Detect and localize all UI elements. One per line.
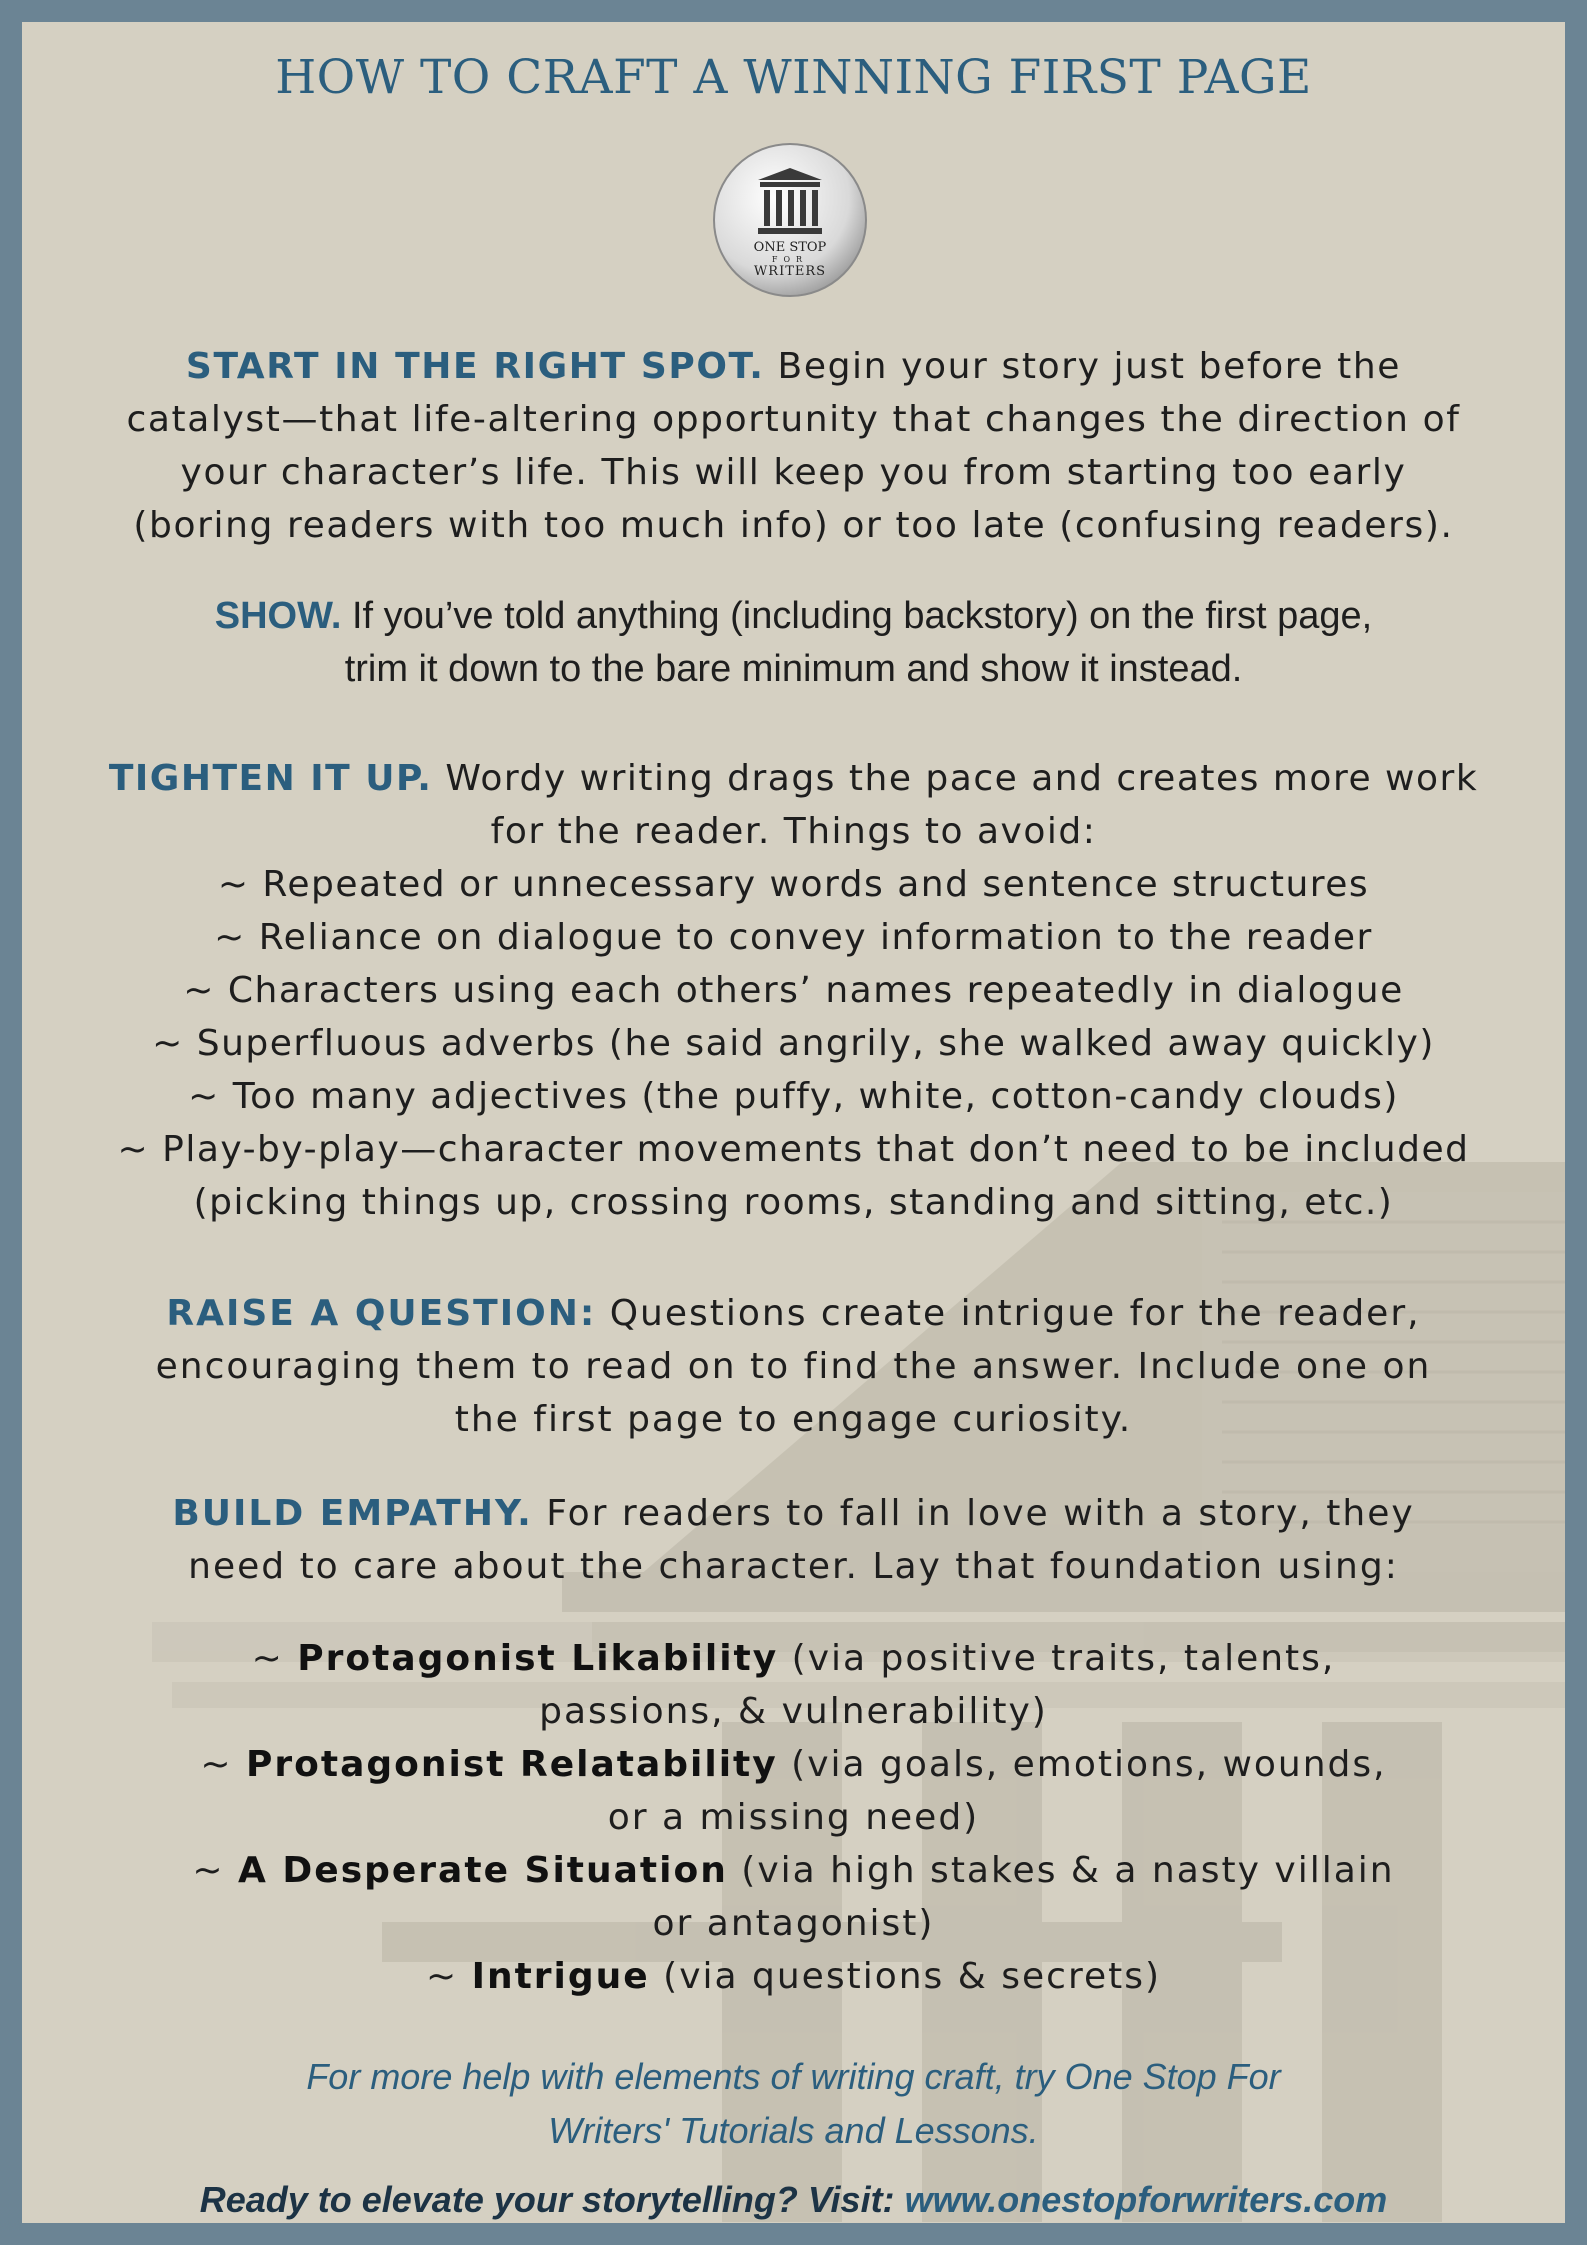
section-text: your character’s life. This will keep you from starting too early	[180, 452, 1407, 493]
list-bullet: ~	[200, 1744, 246, 1785]
section-text: the first page to engage curiosity.	[454, 1399, 1133, 1440]
list-item: or antagonist)	[652, 1903, 935, 1944]
logo-line-1: ONE STOP	[753, 240, 827, 255]
logo-line-3: WRITERS	[753, 264, 827, 279]
footer-line: For more help with elements of writing craft, try One Stop For	[306, 2056, 1281, 2097]
section-text: need to care about the character. Lay that foundation using:	[188, 1546, 1399, 1587]
list-item: (via positive traits, talents,	[778, 1638, 1336, 1679]
list-item-bold: A Desperate Situation	[238, 1850, 728, 1891]
website-link[interactable]: www.onestopforwriters.com	[904, 2179, 1388, 2220]
list-item: or a missing need)	[607, 1797, 980, 1838]
list-item: (via questions & secrets)	[649, 1956, 1162, 1997]
logo	[710, 140, 870, 300]
list-item: (via goals, emotions, wounds,	[777, 1744, 1387, 1785]
section-text: for the reader. Things to avoid:	[490, 811, 1097, 852]
section-build-empathy	[62, 1487, 1525, 1593]
cta-text: Ready to elevate your storytelling? Visit:	[199, 2179, 905, 2220]
footer-line: Writers' Tutorials and Lessons.	[548, 2110, 1039, 2151]
list-bullet: ~	[251, 1638, 298, 1679]
list-item: ~ Superfluous adverbs (he said angrily, she walked away quickly)	[152, 1023, 1435, 1064]
call-to-action	[22, 2179, 1565, 2221]
section-heading: RAISE A QUESTION:	[166, 1293, 597, 1334]
footer-note	[22, 2050, 1565, 2158]
section-raise-a-question	[62, 1287, 1525, 1446]
list-item: (picking things up, crossing rooms, standing and sitting, etc.)	[193, 1182, 1394, 1223]
section-heading: SHOW.	[214, 595, 342, 637]
list-item: ~ Repeated or unnecessary words and sentence structures	[217, 864, 1370, 905]
list-item: passions, & vulnerability)	[539, 1691, 1048, 1732]
page-title: HOW TO CRAFT A WINNING FIRST PAGE	[275, 50, 1312, 105]
section-text: (boring readers with too much info) or too late (confusing readers).	[133, 505, 1454, 546]
section-start-right-spot	[62, 340, 1525, 552]
section-heading: TIGHTEN IT UP.	[108, 758, 433, 799]
section-text: Begin your story just before the	[764, 346, 1402, 387]
section-text: Wordy writing drags the pace and creates more work	[432, 758, 1479, 799]
section-heading: BUILD EMPATHY.	[172, 1493, 533, 1534]
section-text: For readers to fall in love with a story, they	[532, 1493, 1415, 1534]
list-bullet: ~	[425, 1956, 472, 1997]
section-text: trim it down to the bare minimum and show it instead.	[344, 648, 1243, 690]
list-item: ~ Reliance on dialogue to convey information to the reader	[214, 917, 1373, 958]
section-text: catalyst—that life-altering opportunity that changes the direction of	[126, 399, 1461, 440]
list-item: (via high stakes & a nasty villain	[727, 1850, 1395, 1891]
list-item: ~ Characters using each others’ names repeatedly in dialogue	[183, 970, 1404, 1011]
section-text: encouraging them to read on to find the answer. Include one on	[155, 1346, 1432, 1387]
section-show	[62, 590, 1525, 696]
section-heading: START IN THE RIGHT SPOT.	[185, 346, 765, 387]
logo-line-2: FOR	[771, 255, 809, 264]
list-item-bold: Protagonist Likability	[297, 1638, 779, 1679]
section-tighten-it-up	[62, 752, 1525, 1229]
infographic-panel	[22, 22, 1565, 2223]
section-text: Questions create intrigue for the reader,	[596, 1293, 1421, 1334]
section-text: If you’ve told anything (including backstory) on the first page,	[341, 595, 1373, 637]
list-item-bold: Intrigue	[471, 1956, 650, 1997]
list-item: ~ Play-by-play—character movements that don’t need to be included	[117, 1129, 1470, 1170]
empathy-list	[62, 1632, 1525, 2003]
list-bullet: ~	[192, 1850, 238, 1891]
list-item-bold: Protagonist Relatability	[245, 1744, 778, 1785]
list-item: ~ Too many adjectives (the puffy, white, cotton-candy clouds)	[188, 1076, 1399, 1117]
